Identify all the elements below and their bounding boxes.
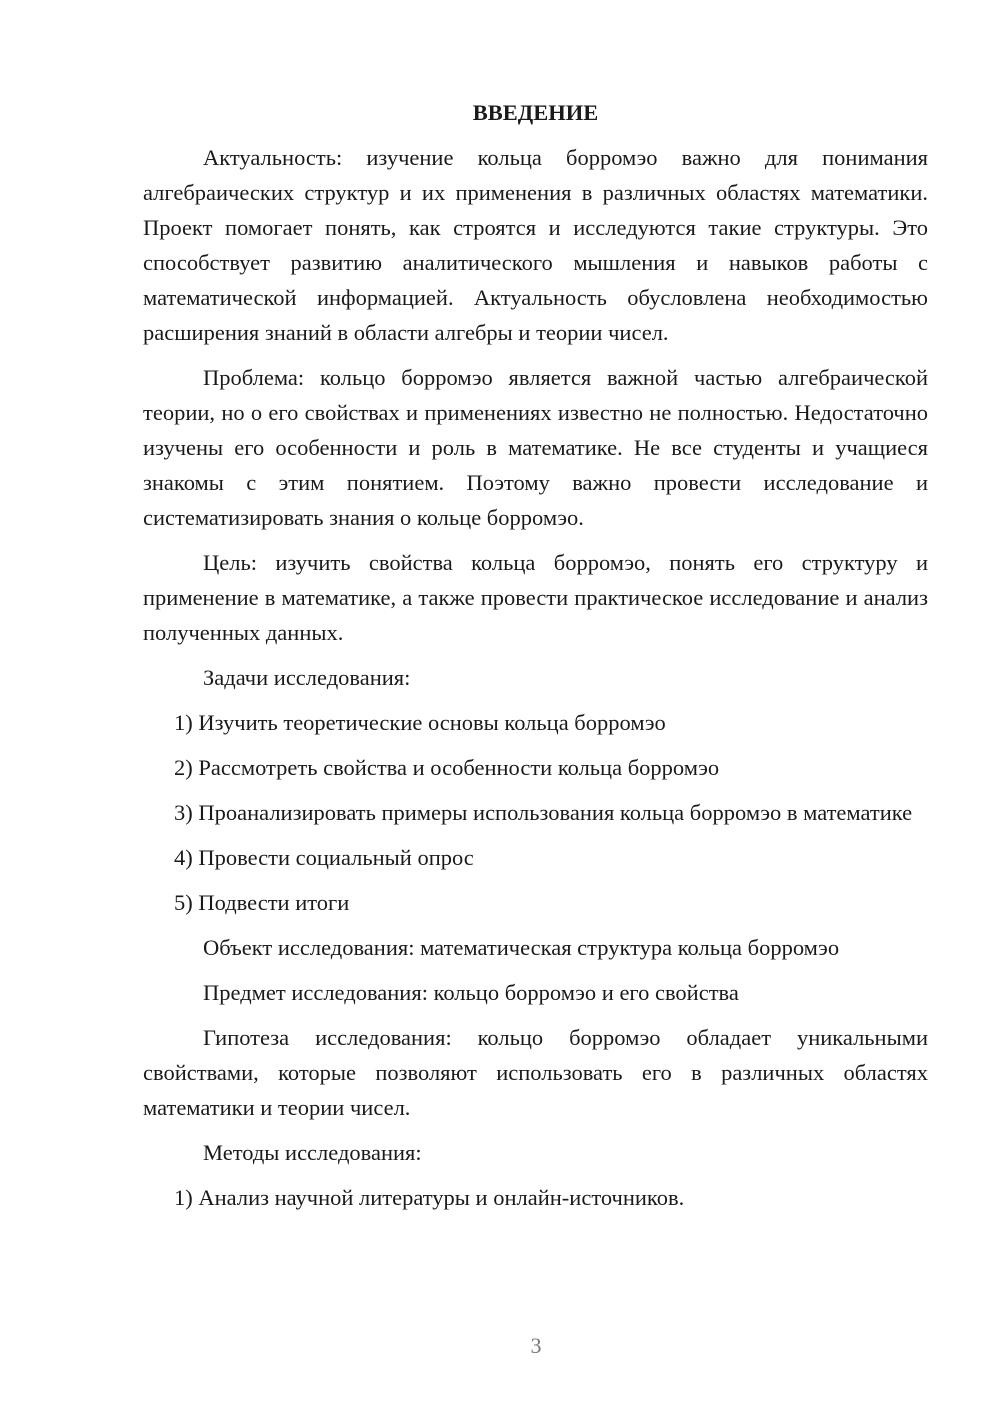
section-heading: ВВЕДЕНИЕ xyxy=(472,100,599,125)
task-item: 1) Изучить теоретические основы кольца борромэо xyxy=(174,710,666,735)
page-number: 3 xyxy=(530,1333,542,1358)
hypothesis-paragraph: Гипотеза исследования: кольцо борромэо обладает уникальными свойствами, которые позволяют использовать его в различных областях математики и теории чисел. xyxy=(143,1025,928,1120)
relevance-paragraph: Актуальность: изучение кольца борромэо важно для понимания алгебраических структур и их применения в различных областях математики. Проект помогает понять, как строятся и исследуются такие структуры. Это способствует развитию аналитического мышления и навыков работы с математической информацией. Актуальность обусловлена необходимостью расширения знаний в области алгебры и теории чисел. xyxy=(143,145,928,345)
task-item: 2) Рассмотреть свойства и особенности кольца борромэо xyxy=(174,755,720,780)
research-subject: Предмет исследования: кольцо борромэо и его свойства xyxy=(203,980,739,1005)
methods-title: Методы исследования: xyxy=(203,1140,422,1165)
problem-paragraph: Проблема: кольцо борромэо является важной частью алгебраической теории, но о его свойствах и применениях известно не полностью. Недостаточно изучены его особенности и роль в математике. Не все студенты и учащиеся знакомы с этим понятием. Поэтому важно провести исследование и систематизировать знания о кольце борромэо. xyxy=(143,365,928,530)
goal-paragraph: Цель: изучить свойства кольца борромэо, понять его структуру и применение в математике, а также провести практическое исследование и анализ полученных данных. xyxy=(143,550,928,645)
task-item: 5) Подвести итоги xyxy=(174,890,350,915)
method-item: 1) Анализ научной литературы и онлайн-источников. xyxy=(174,1185,685,1210)
page-content xyxy=(143,95,928,1225)
research-object: Объект исследования: математическая структура кольца борромэо xyxy=(203,935,840,960)
tasks-title: Задачи исследования: xyxy=(203,665,411,690)
task-item: 4) Провести социальный опрос xyxy=(174,845,474,870)
task-item: 3) Проанализировать примеры использования кольца борромэо в математике xyxy=(174,800,913,825)
